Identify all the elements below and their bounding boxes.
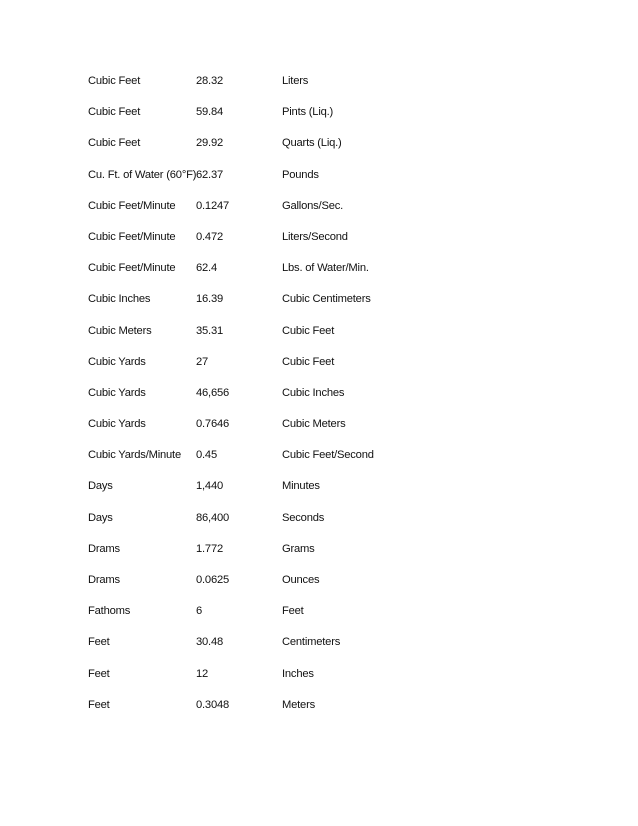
table-row <box>88 197 418 228</box>
from-unit: Fathoms <box>88 605 131 618</box>
multiplier: 12 <box>196 667 209 680</box>
from-unit: Cubic Feet <box>88 137 141 150</box>
table-row <box>88 477 418 508</box>
from-unit: Cubic Yards <box>88 418 146 431</box>
from-unit: Feet <box>88 636 110 649</box>
to-unit: Cubic Meters <box>282 418 346 431</box>
table-row <box>88 633 418 664</box>
multiplier: 0.7646 <box>196 418 230 431</box>
table-row <box>88 602 418 633</box>
multiplier: 1.772 <box>196 542 223 555</box>
table-row <box>88 696 418 727</box>
table-row <box>88 290 418 321</box>
multiplier: 27 <box>196 355 209 368</box>
to-unit: Lbs. of Water/Min. <box>282 262 369 275</box>
multiplier: 29.92 <box>196 137 223 150</box>
from-unit: Cubic Yards <box>88 386 146 399</box>
to-unit: Ounces <box>282 574 320 586</box>
to-unit: Liters/Second <box>282 230 348 243</box>
multiplier: 0.1247 <box>196 199 230 212</box>
table-row <box>88 259 418 290</box>
from-unit: Cubic Feet/Minute <box>88 199 176 212</box>
to-unit: Seconds <box>282 511 325 524</box>
to-unit: Minutes <box>282 480 320 493</box>
to-unit: Pints (Liq.) <box>282 106 334 119</box>
table-row <box>88 134 418 165</box>
from-unit: Cubic Yards/Minute <box>88 449 181 462</box>
from-unit: Cubic Yards <box>88 355 146 368</box>
conversion-table <box>88 72 418 727</box>
multiplier: 16.39 <box>196 293 223 306</box>
to-unit: Liters <box>282 75 309 87</box>
to-unit: Meters <box>282 698 315 711</box>
from-unit: Days <box>88 511 113 524</box>
from-unit: Cubic Feet/Minute <box>88 262 176 275</box>
from-unit: Cubic Feet/Minute <box>88 230 176 243</box>
to-unit: Inches <box>282 667 314 680</box>
multiplier: 46,656 <box>196 386 230 399</box>
table-row <box>88 446 418 477</box>
table-row <box>88 571 418 602</box>
table-row <box>88 384 418 415</box>
to-unit: Quarts (Liq.) <box>282 137 342 150</box>
from-unit: Cubic Meters <box>88 324 152 337</box>
to-unit: Grams <box>282 542 315 555</box>
from-unit: Feet <box>88 667 110 680</box>
table-row <box>88 103 418 134</box>
table-row <box>88 166 418 197</box>
multiplier: 0.3048 <box>196 698 230 711</box>
to-unit: Cubic Feet/Second <box>282 449 374 462</box>
from-unit: Days <box>88 480 113 493</box>
from-unit: Cubic Feet <box>88 75 141 87</box>
to-unit: Cubic Centimeters <box>282 293 371 306</box>
from-unit: Drams <box>88 542 120 555</box>
multiplier: 0.472 <box>196 230 223 243</box>
table-row <box>88 415 418 446</box>
multiplier: 59.84 <box>196 106 223 119</box>
multiplier: 62.4 <box>196 262 217 275</box>
multiplier: 1,440 <box>196 480 223 493</box>
from-unit: Drams <box>88 574 120 586</box>
table-row <box>88 72 418 103</box>
multiplier: 0.0625 <box>196 574 230 586</box>
to-unit: Gallons/Sec. <box>282 199 344 212</box>
table-row <box>88 228 418 259</box>
from-unit: Cubic Feet <box>88 106 141 119</box>
to-unit: Centimeters <box>282 636 341 649</box>
to-unit: Feet <box>282 605 304 618</box>
to-unit: Pounds <box>282 168 319 181</box>
to-unit: Cubic Inches <box>282 386 345 399</box>
multiplier: 0.45 <box>196 449 217 462</box>
to-unit: Cubic Feet <box>282 355 335 368</box>
table-row <box>88 665 418 696</box>
from-unit: Cubic Inches <box>88 293 151 306</box>
multiplier: 35.31 <box>196 324 223 337</box>
multiplier: 62.37 <box>196 168 223 181</box>
to-unit: Cubic Feet <box>282 324 335 337</box>
multiplier: 6 <box>196 605 203 618</box>
multiplier: 30.48 <box>196 636 223 649</box>
table-row <box>88 509 418 540</box>
table-row <box>88 322 418 353</box>
multiplier: 86,400 <box>196 511 230 524</box>
from-unit: Cu. Ft. of Water (60°F) <box>88 168 197 181</box>
multiplier: 28.32 <box>196 75 223 87</box>
from-unit: Feet <box>88 698 110 711</box>
table-row <box>88 540 418 571</box>
table-row <box>88 353 418 384</box>
